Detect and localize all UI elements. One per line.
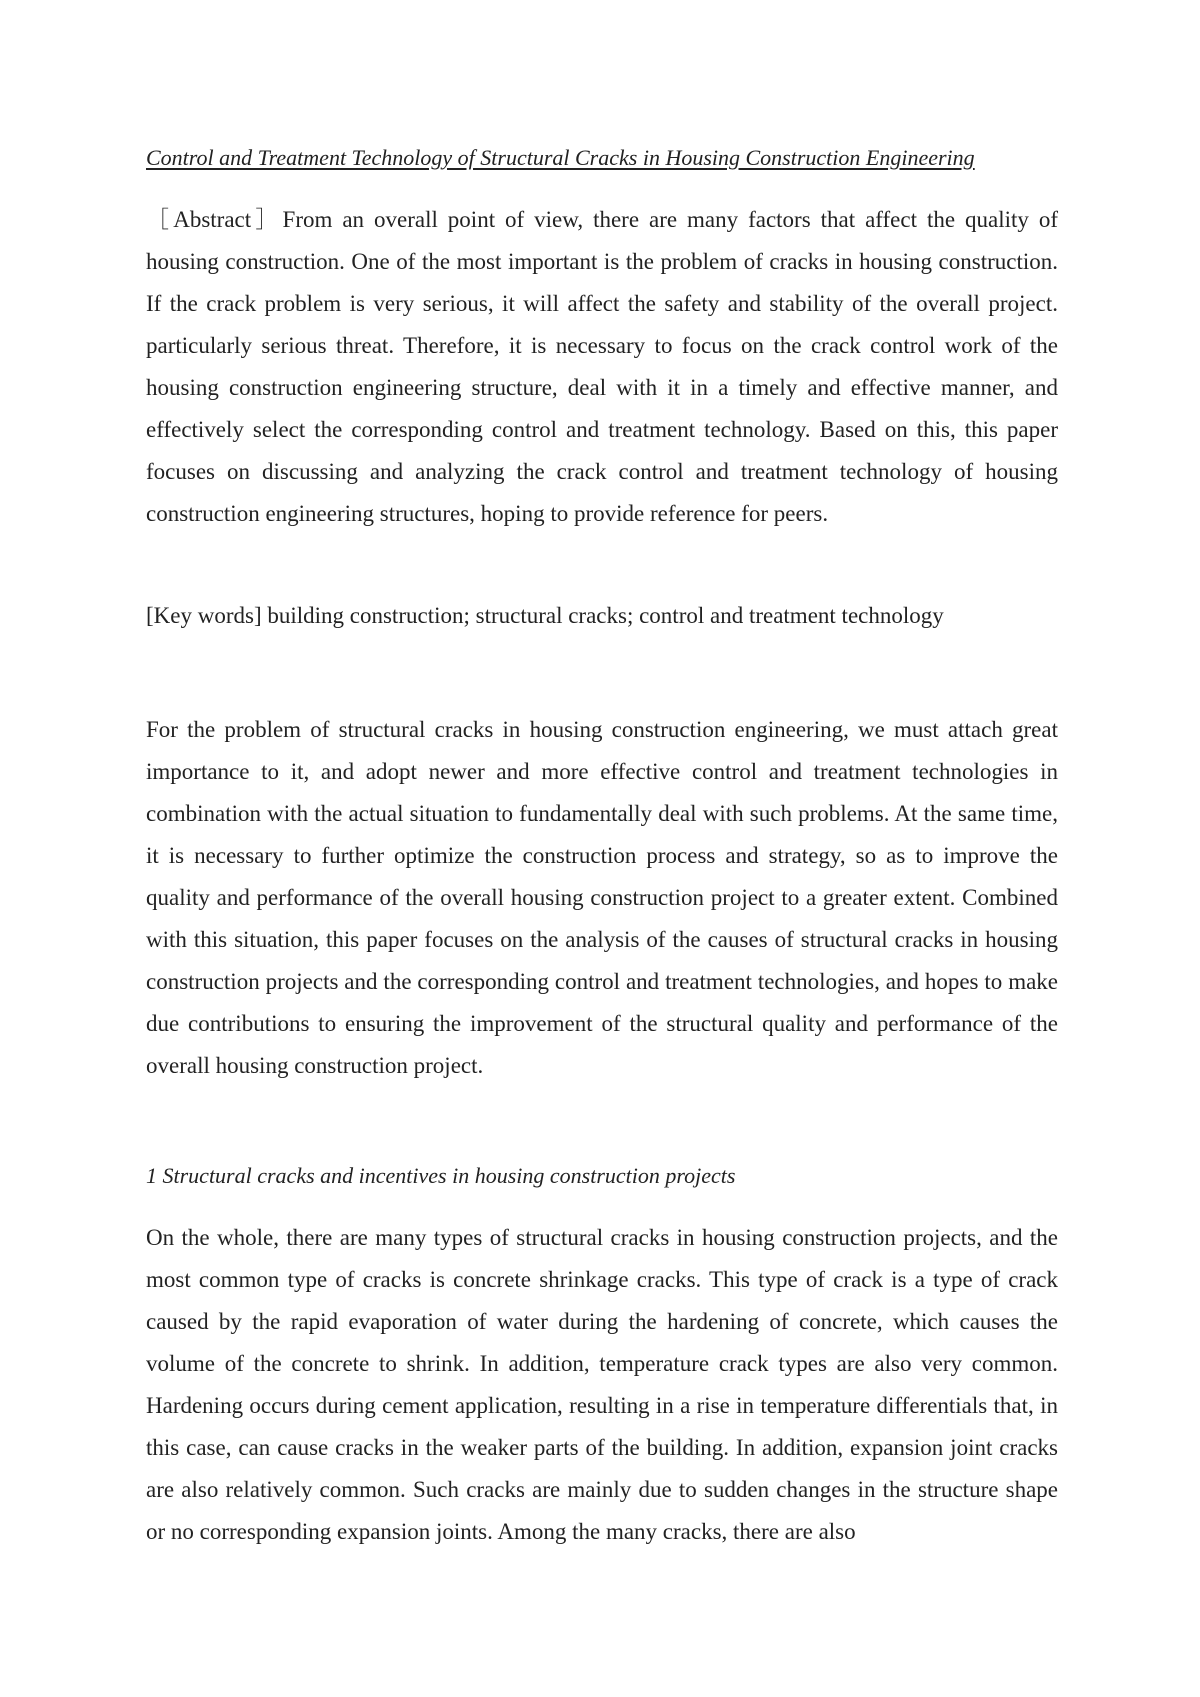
keywords-line: [Key words] building construction; structural cracks; control and treatment technology [146,603,944,628]
section-1-heading: 1 Structural cracks and incentives in housing construction projects [146,1163,736,1188]
document-page [146,0,1058,1697]
abstract-paragraph: ［Abstract］From an overall point of view, there are many factors that affect the quality of housing construction. One of the most important is the problem of cracks in housing construction. If the crack problem is very serious, it will affect the safety and stability of the overall project. particularly serious threat. Therefore, it is necessary to focus on the crack control work of the housing construction engineering structure, deal with it in a timely and effective manner, and effectively select the corresponding control and treatment technology. Based on this, this paper focuses on discussing and analyzing the crack control and treatment technology of housing construction engineering structures, hoping to provide reference for peers. [146,207,1058,526]
document-title: Control and Treatment Technology of Structural Cracks in Housing Construction Engineering [146,145,975,170]
section-1-body: On the whole, there are many types of structural cracks in housing construction projects, and the most common type of cracks is concrete shrinkage cracks. This type of crack is a type of crack caused by the rapid evaporation of water during the hardening of concrete, which causes the volume of the concrete to shrink. In addition, temperature crack types are also very common. Hardening occurs during cement application, resulting in a rise in temperature differentials that, in this case, can cause cracks in the weaker parts of the building. In addition, expansion joint cracks are also relatively common. Such cracks are mainly due to sudden changes in the structure shape or no corresponding expansion joints. Among the many cracks, there are also [146,1225,1058,1544]
introduction-paragraph: For the problem of structural cracks in housing construction engineering, we must attach great importance to it, and adopt newer and more effective control and treatment technologies in combination with the actual situation to fundamentally deal with such problems. At the same time, it is necessary to further optimize the construction process and strategy, so as to improve the quality and performance of the overall housing construction project to a greater extent. Combined with this situation, this paper focuses on the analysis of the causes of structural cracks in housing construction projects and the corresponding control and treatment technologies, and hopes to make due contributions to ensuring the improvement of the structural quality and performance of the overall housing construction project. [146,717,1058,1078]
